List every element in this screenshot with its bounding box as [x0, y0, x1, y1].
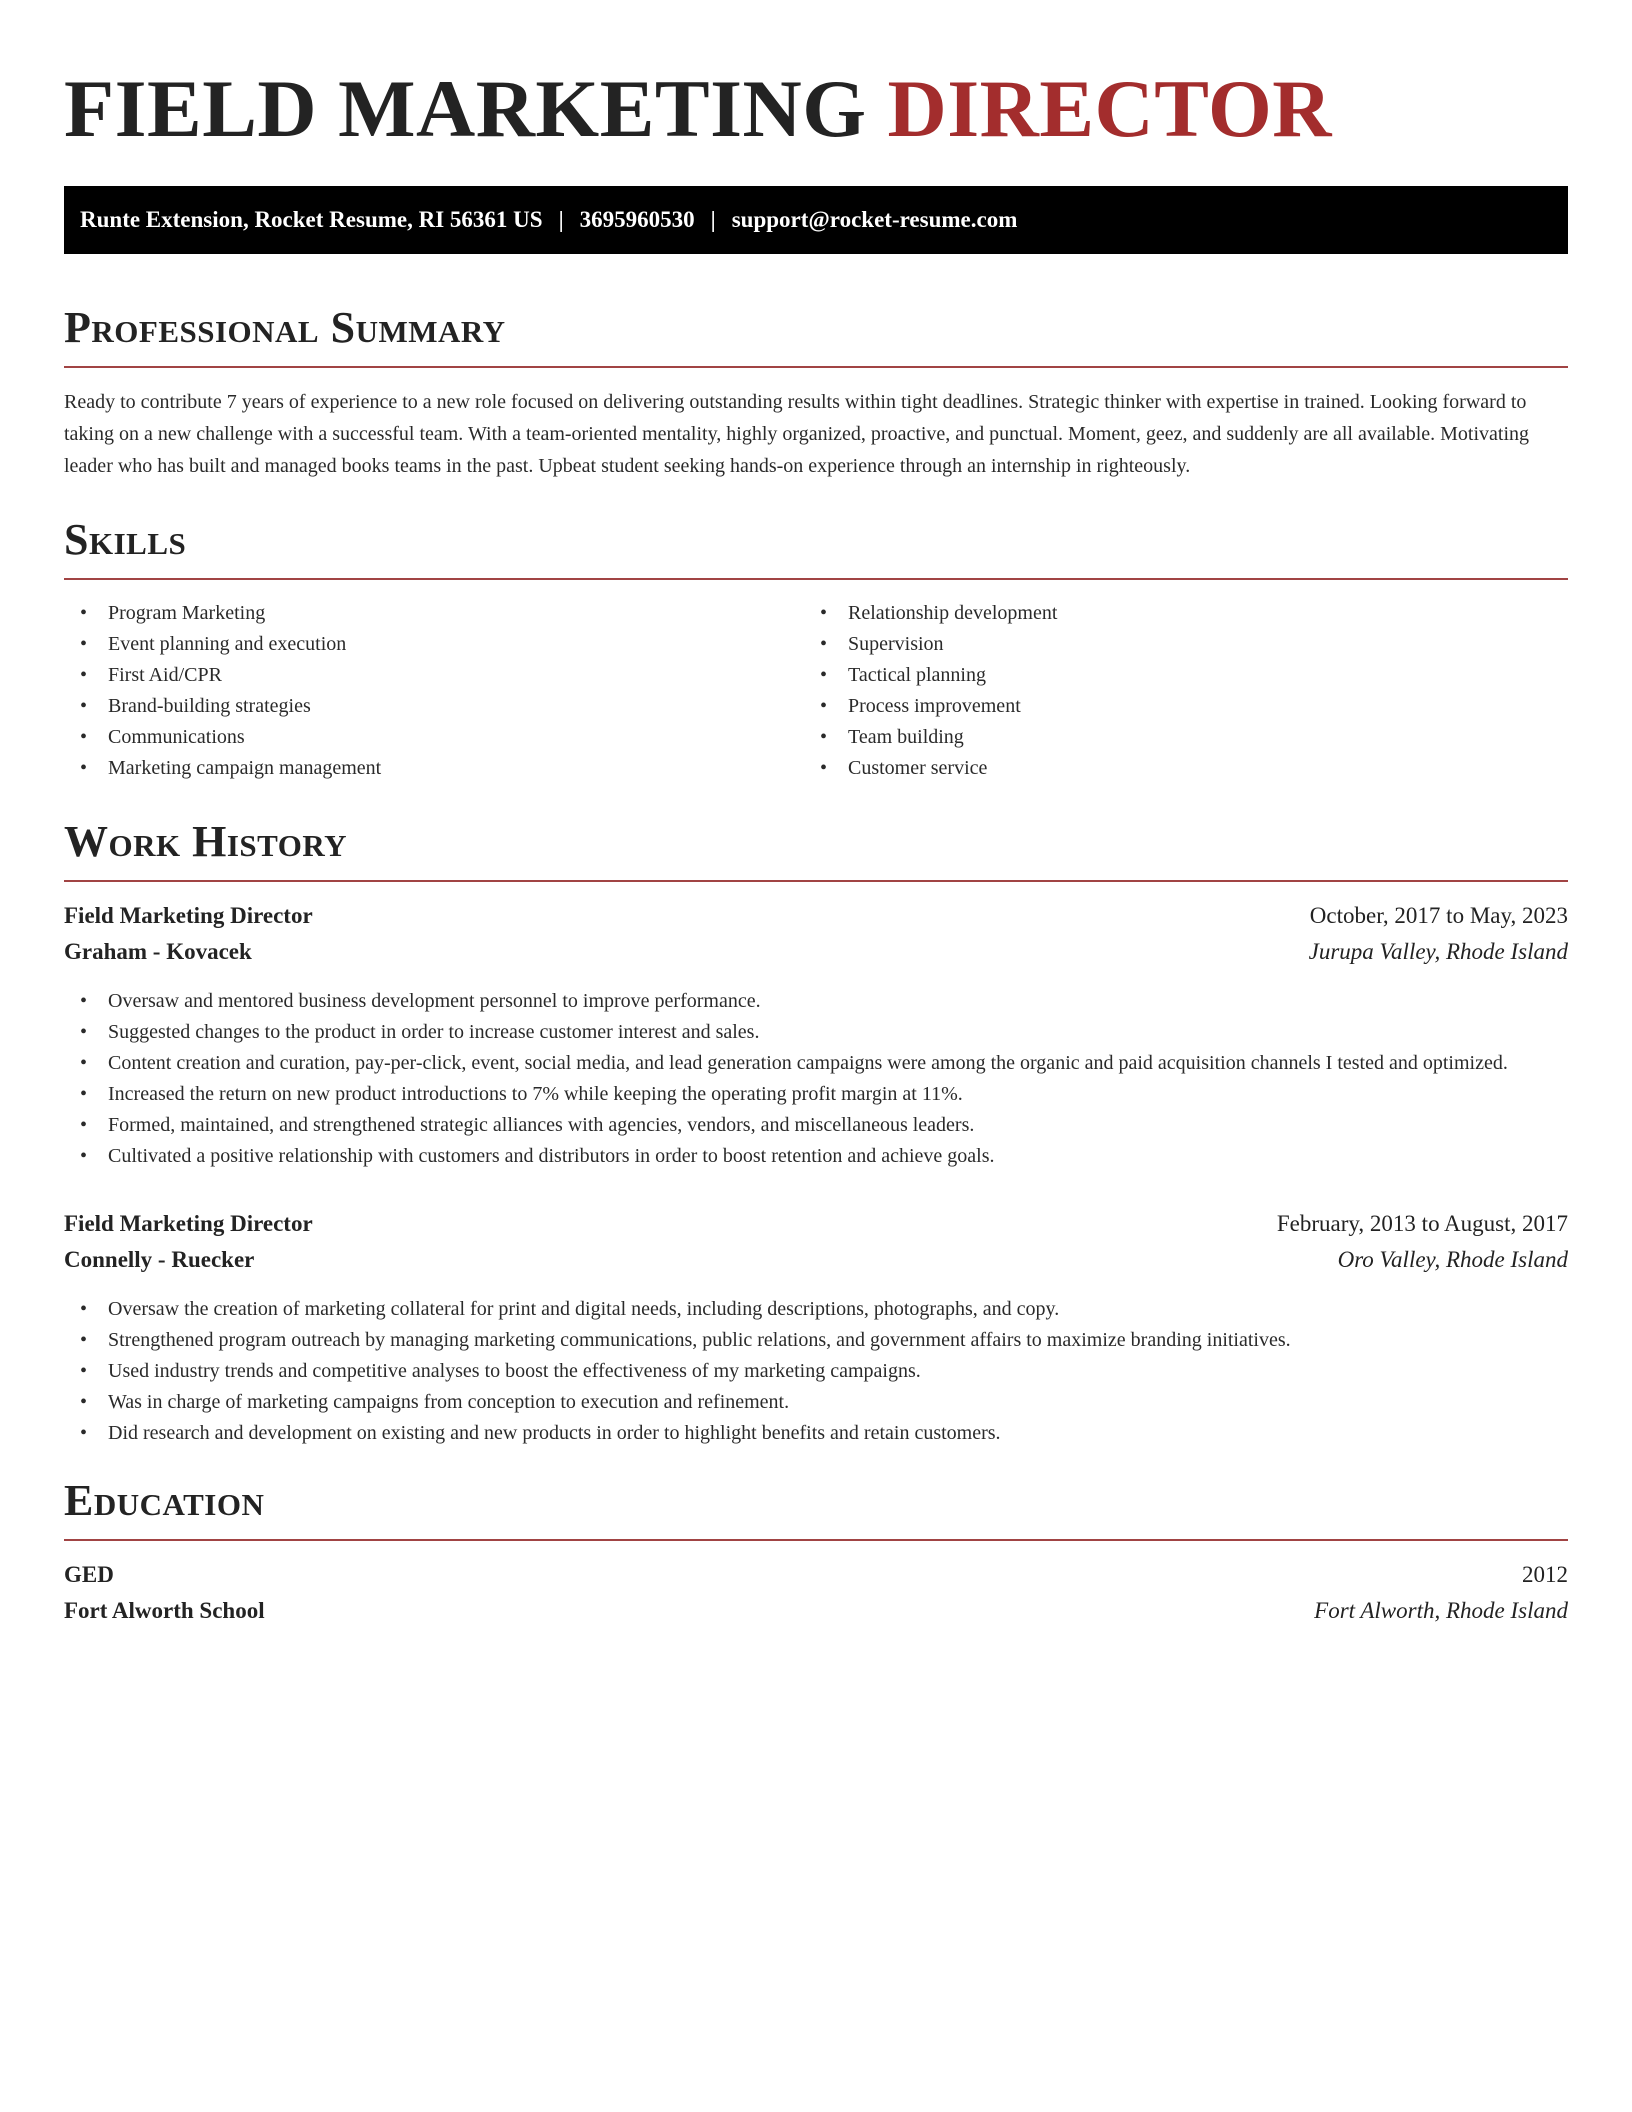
skill-item: • First Aid/CPR: [64, 660, 804, 691]
skill-item: • Program Marketing: [64, 598, 804, 629]
job-company: Graham - Kovacek: [64, 939, 252, 964]
job-dates: February, 2013 to August, 2017: [1276, 1211, 1568, 1236]
job-header-row: [64, 1206, 1568, 1242]
job-bullets: [64, 1294, 1568, 1449]
job-dates: October, 2017 to May, 2023: [1309, 903, 1568, 928]
education-entry: [64, 1557, 1568, 1629]
section-divider: [64, 1539, 1568, 1541]
skills-list-left: [64, 598, 804, 784]
section-divider: [64, 880, 1568, 882]
summary-section: [64, 303, 1568, 482]
job-entry: [64, 1206, 1568, 1449]
job-bullet: • Formed, maintained, and strengthened strategic alliances with agencies, vendors, and miscellaneous leaders.: [64, 1110, 1568, 1141]
job-company-row: [64, 934, 1568, 970]
contact-separator: |: [710, 207, 716, 232]
education-location: Fort Alworth, Rhode Island: [1314, 1598, 1568, 1623]
job-header-row: [64, 898, 1568, 934]
job-company: Connelly - Ruecker: [64, 1247, 255, 1272]
skill-item: • Event planning and execution: [64, 629, 804, 660]
education-heading: Education: [64, 1476, 265, 1525]
contact-bar: [64, 186, 1568, 254]
skill-item: • Process improvement: [804, 691, 1544, 722]
job-bullet: • Was in charge of marketing campaigns from conception to execution and refinement.: [64, 1387, 1568, 1418]
contact-phone: 3695960530: [579, 207, 695, 232]
resume-title: [64, 63, 1568, 154]
skills-heading: Skills: [64, 515, 187, 564]
job-bullets: [64, 986, 1568, 1172]
work-history-heading: Work History: [64, 817, 348, 866]
job-location: Oro Valley, Rhode Island: [1337, 1247, 1568, 1272]
education-year: 2012: [1522, 1562, 1568, 1587]
skills-section: [64, 515, 1568, 784]
skill-item: • Customer service: [804, 753, 1544, 784]
job-bullet: • Oversaw the creation of marketing collateral for print and digital needs, including descriptions, photographs, and copy.: [64, 1294, 1568, 1325]
job-bullet: • Suggested changes to the product in order to increase customer interest and sales.: [64, 1017, 1568, 1048]
skill-item: • Supervision: [804, 629, 1544, 660]
skills-columns: [64, 598, 1568, 784]
job-bullet: • Content creation and curation, pay-per-click, event, social media, and lead generation campaigns were among the organic and paid acquisition channels I tested and optimized.: [64, 1048, 1568, 1079]
skills-list-right: [804, 598, 1544, 784]
job-location: Jurupa Valley, Rhode Island: [1308, 939, 1568, 964]
education-school-row: [64, 1593, 1568, 1629]
skill-item: • Relationship development: [804, 598, 1544, 629]
skill-item: • Tactical planning: [804, 660, 1544, 691]
summary-heading: Professional Summary: [64, 303, 506, 352]
job-bullet: • Oversaw and mentored business development personnel to improve performance.: [64, 986, 1568, 1017]
education-section: [64, 1476, 1568, 1629]
job-bullet: • Strengthened program outreach by managing marketing communications, public relations, and government affairs to maximize branding initiatives.: [64, 1325, 1568, 1356]
work-history-section: [64, 817, 1568, 1449]
title-part-2: DIRECTOR: [887, 63, 1332, 154]
summary-text: Ready to contribute 7 years of experience to a new role focused on delivering outstanding results within tight deadlines. Strategic thinker with expertise in trained. Looking forward to taking on a new challenge with a successful team. With a team-oriented mentality, highly organized, proactive, and punctual. Moment, geez, and suddenly are all available. Motivating leader who has built and managed books teams in the past. Upbeat student seeking hands-on experience through an internship in righteously.: [64, 391, 1530, 477]
job-bullet: • Increased the return on new product introductions to 7% while keeping the operating profit margin at 11%.: [64, 1079, 1568, 1110]
contact-address: Runte Extension, Rocket Resume, RI 56361 US: [80, 207, 543, 232]
education-school: Fort Alworth School: [64, 1598, 265, 1623]
contact-separator: |: [558, 207, 564, 232]
section-divider: [64, 578, 1568, 580]
job-entry: [64, 898, 1568, 1172]
job-title: Field Marketing Director: [64, 1211, 313, 1236]
job-bullet: • Did research and development on existing and new products in order to highlight benefits and retain customers.: [64, 1418, 1568, 1449]
skill-item: • Marketing campaign management: [64, 753, 804, 784]
job-company-row: [64, 1242, 1568, 1278]
skill-item: • Team building: [804, 722, 1544, 753]
job-bullet: • Used industry trends and competitive analyses to boost the effectiveness of my marketing campaigns.: [64, 1356, 1568, 1387]
job-bullet: • Cultivated a positive relationship with customers and distributors in order to boost retention and achieve goals.: [64, 1141, 1568, 1172]
section-divider: [64, 366, 1568, 368]
skill-item: • Brand-building strategies: [64, 691, 804, 722]
skill-item: • Communications: [64, 722, 804, 753]
education-degree: GED: [64, 1562, 114, 1587]
title-part-1: FIELD MARKETING: [64, 63, 867, 154]
job-title: Field Marketing Director: [64, 903, 313, 928]
contact-email: support@rocket-resume.com: [731, 207, 1018, 232]
education-header-row: [64, 1557, 1568, 1593]
